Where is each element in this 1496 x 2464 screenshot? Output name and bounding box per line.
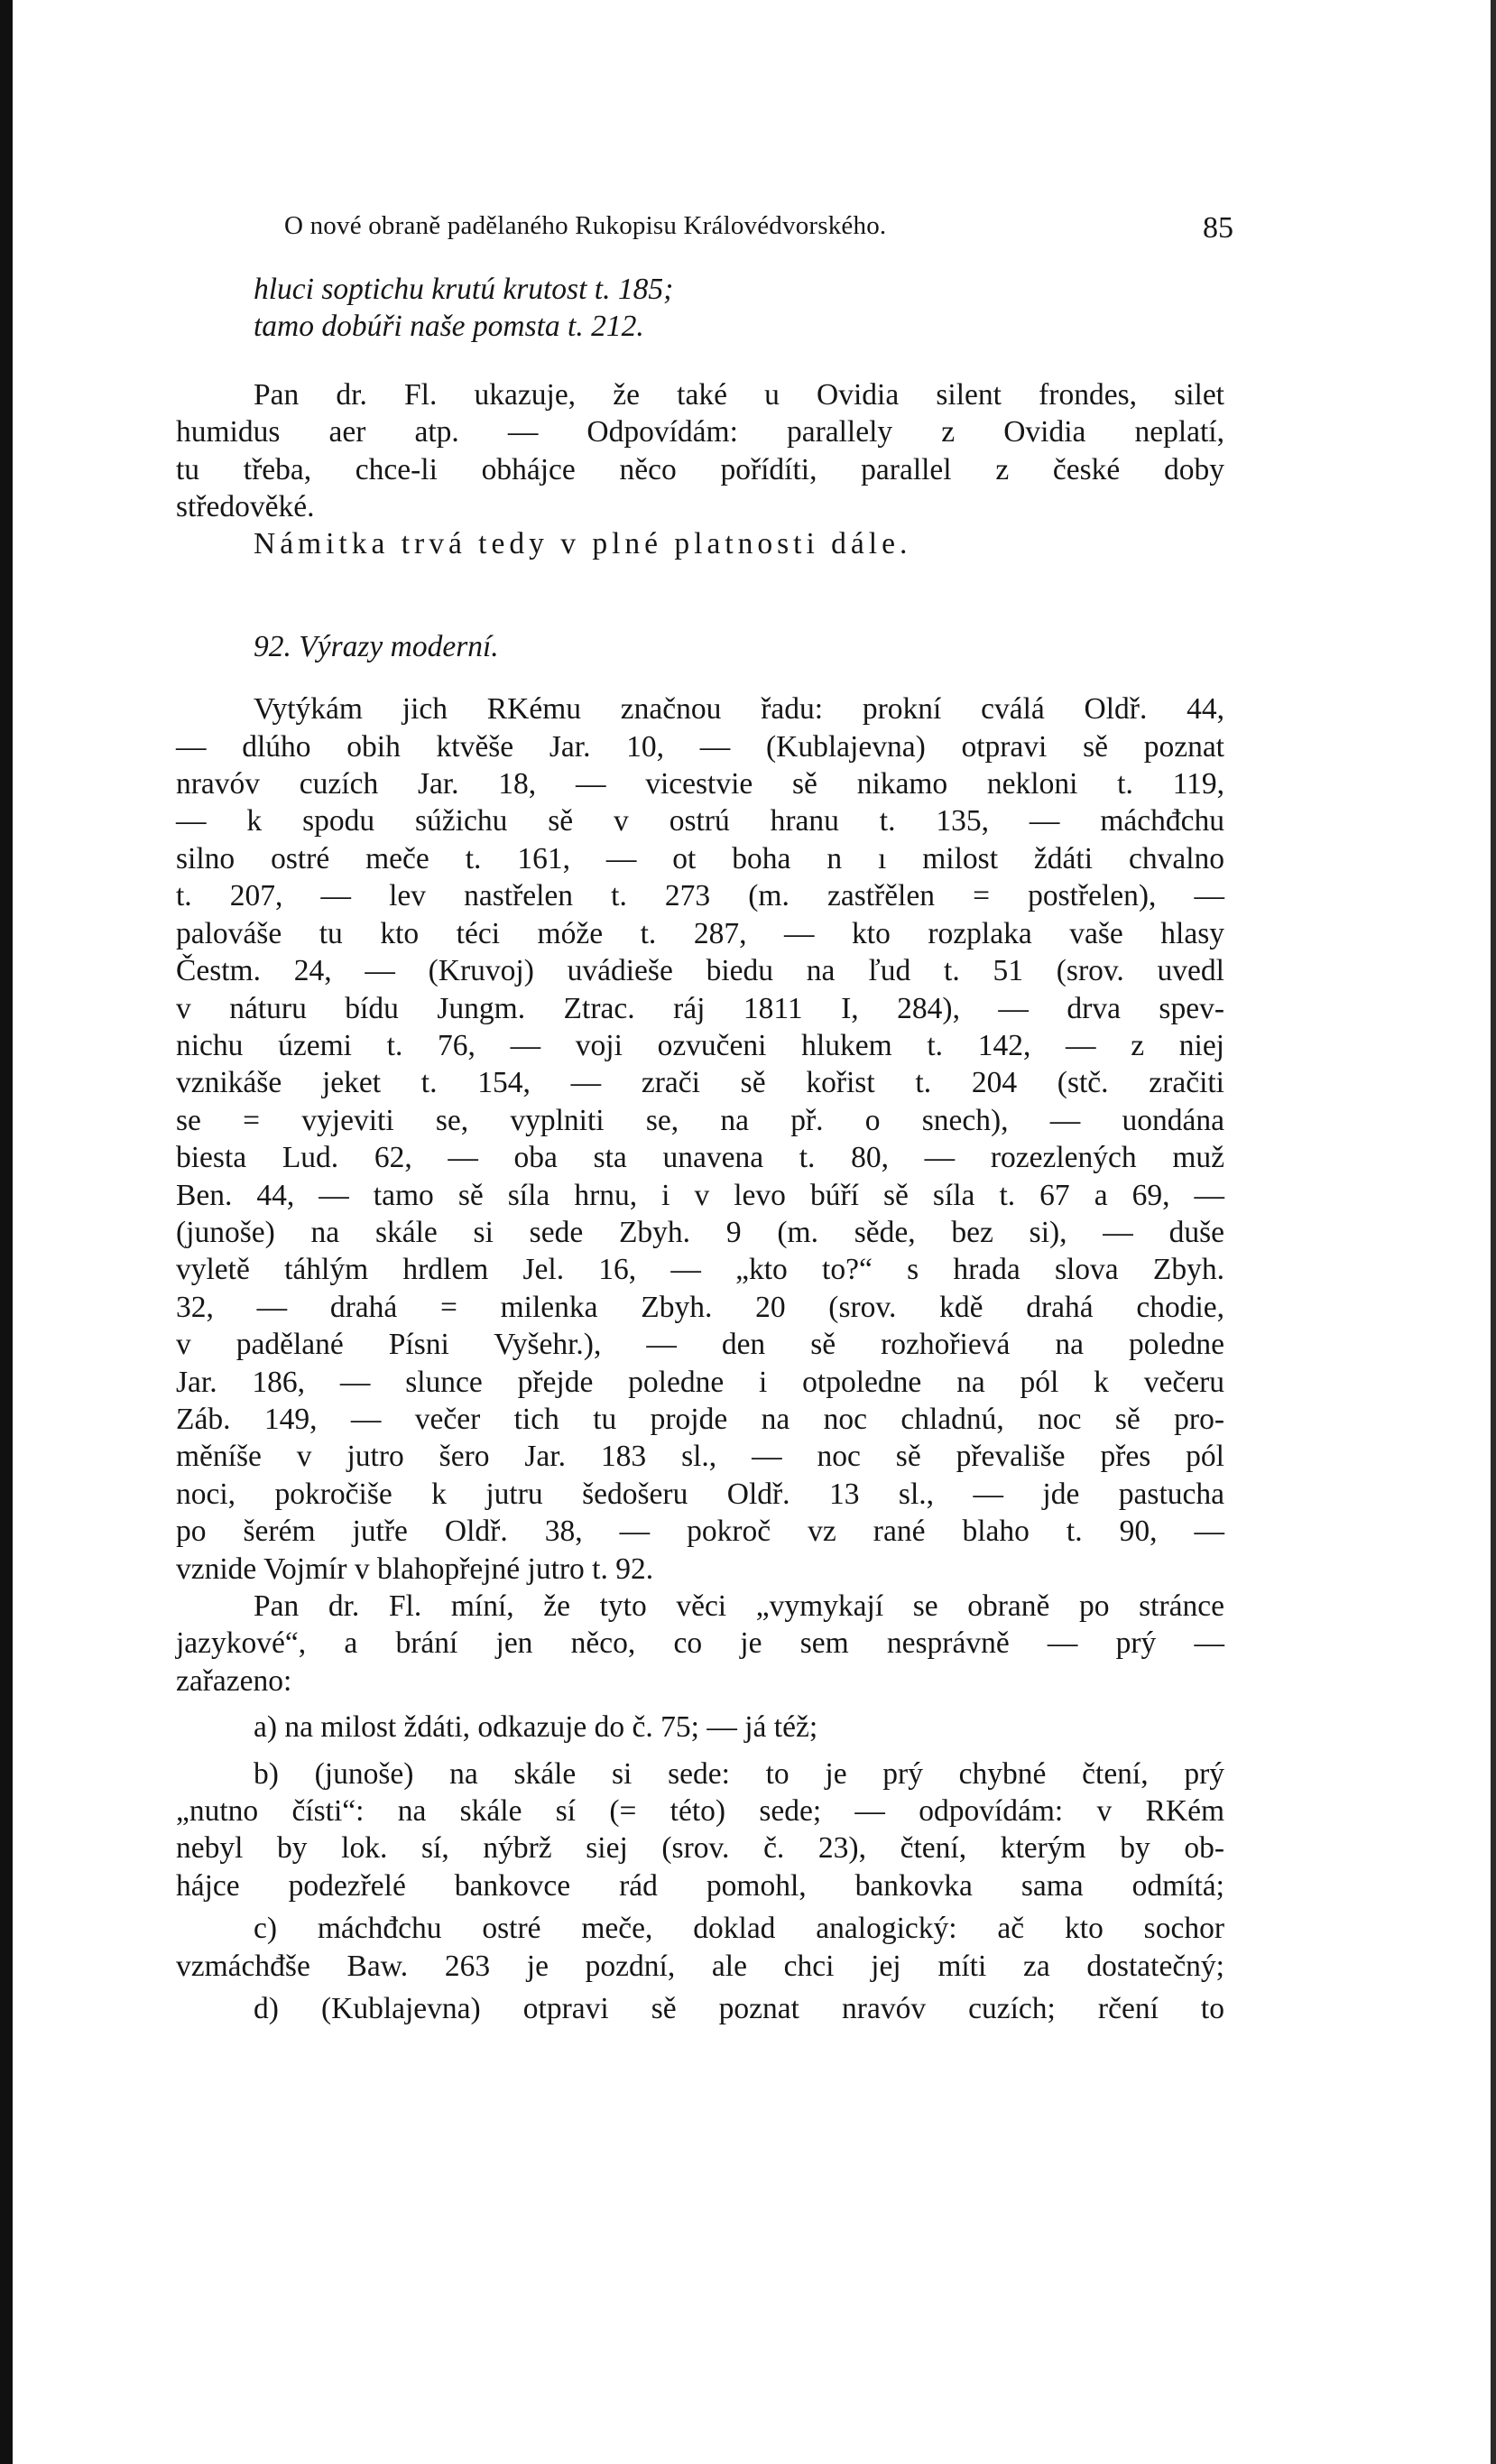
text-line: a) na milost ždáti, odkazuje do č. 75; — já též; [254, 1710, 818, 1745]
text-line: v padělané Písni Vyšehr.), — den sě rozhořievá na poledne [176, 1328, 1224, 1362]
text-line: nebyl by lok. sí, nýbrž siej (srov. č. 23), čtení, kterým by ob- [176, 1831, 1224, 1866]
verse-block [176, 271, 1224, 346]
text-line: (junoše) na skále si sede Zbyh. 9 (m. sěde, bez si), — duše [176, 1215, 1224, 1249]
item-d [176, 1990, 1224, 2027]
text-line: — k spodu súžichu sě v ostrú hranu t. 135, — máchđchu [176, 804, 1224, 838]
text-line: tu třeba, chce-li obhájce něco pořídíti, parallel z české doby [176, 452, 1224, 486]
verse-line: hluci soptichu krutú krutost t. 185; [254, 273, 674, 306]
text-line: nichu územi t. 76, — voji ozvučeni hlukem t. 142, — z niej [176, 1028, 1224, 1062]
text-line: se = vyjeviti se, vyplniti se, na př. o snech), — uondána [176, 1103, 1224, 1137]
text-line: silno ostré meče t. 161, — ot boha n ı milost ždáti chvalno [176, 841, 1224, 875]
text-line: jazykové“, a brání jen něco, co je sem nesprávně — prý — [176, 1626, 1224, 1661]
text-line: vzmáchđše Baw. 263 je pozdní, ale chci jej míti za dostatečný; [176, 1949, 1224, 1983]
text-line: Vytýkám jich RKému značnou řadu: prokní cválá Oldř. 44, [254, 692, 1224, 727]
text-line: měníše v jutro šero Jar. 183 sl., — noc sě převališe přes pól [176, 1440, 1224, 1474]
section-heading-text: 92. Výrazy moderní. [254, 629, 499, 663]
section-heading [176, 628, 1224, 665]
paragraph-examples [176, 690, 1224, 1588]
page-number: 85 [1203, 211, 1233, 245]
scan-edge-right [1491, 0, 1496, 2464]
running-head [176, 200, 1233, 245]
text-line: c) máchđchu ostré meče, doklad analogický: ač kto sochor [254, 1912, 1224, 1946]
text-line: palováše tu kto téci móže t. 287, — kto rozplaka vaše hlasy [176, 916, 1224, 950]
text-line: Čestm. 24, — (Kruvoj) uvádieše biedu na ľud t. 51 (srov. uvedl [176, 954, 1224, 988]
paragraph-ovidius [176, 376, 1224, 526]
verse-line: tamo dobúři naše pomsta t. 212. [254, 310, 644, 344]
text-line: biesta Lud. 62, — oba sta unavena t. 80, — rozezlených muž [176, 1141, 1224, 1175]
text-line: hájce podezřelé bankovce rád pomohl, bankovka sama odmítá; [176, 1868, 1224, 1903]
text-line: noci, pokročiše k jutru šedošeru Oldř. 13 sl., — jde pastucha [176, 1477, 1224, 1511]
text-line: zařazeno: [176, 1663, 292, 1698]
running-head-title: O nové obraně padělaného Rukopisu Královédvorského. [284, 211, 887, 240]
text-line: Jar. 186, — slunce přejde poledne i otpoledne na pól k večeru [176, 1365, 1224, 1399]
item-c [176, 1910, 1224, 1985]
text-line: po šerém jutře Oldř. 38, — pokroč vz rané blaho t. 90, — [176, 1515, 1224, 1549]
book-page [176, 200, 1233, 2027]
scan-edge-left [0, 0, 13, 2464]
text-line: v náturu bídu Jungm. Ztrac. ráj 1811 I, 284), — drva spev- [176, 991, 1224, 1025]
text-line: vznide Vojmír v blahopřejné jutro t. 92. [176, 1552, 654, 1586]
text-line: Ben. 44, — tamo sě síla hrnu, i v levo búří sě síla t. 67 a 69, — [176, 1178, 1224, 1212]
text-line: „nutno čísti“: na skále sí (= této) sede; — odpovídám: v RKém [176, 1794, 1224, 1829]
text-line: 32, — drahá = milenka Zbyh. 20 (srov. kdě drahá chodie, [176, 1290, 1224, 1324]
text-line: středověké. [176, 490, 315, 524]
text-line: vznikáše jeket t. 154, — zrači sě kořist t. 204 (stč. zračiti [176, 1066, 1224, 1100]
paragraph-response [176, 1588, 1224, 1700]
text-line: t. 207, — lev nastřelen t. 273 (m. zastřělen = postřelen), — [176, 879, 1224, 913]
item-b [176, 1755, 1224, 1905]
text-line: humidus aer atp. — Odpovídám: parallely z Ovidia neplatí, [176, 415, 1224, 449]
text-line: Pan dr. Fl. ukazuje, že také u Ovidia silent frondes, silet [254, 377, 1224, 412]
text-line: b) (junoše) na skále si sede: to je prý chybné čtení, prý [254, 1756, 1224, 1791]
conclusion-line [176, 525, 1224, 562]
spaced-conclusion: Námitka trvá tedy v plné platnosti dále. [254, 527, 912, 561]
text-line: nravóv cuzích Jar. 18, — vicestvie sě nikamo nekloni t. 119, [176, 767, 1224, 801]
text-line: d) (Kublajevna) otpravi sě poznat nravóv cuzích; rčení to [254, 1992, 1224, 2026]
text-line: — dlúho obih ktvěše Jar. 10, — (Kublajevna) otpravi sě poznat [176, 729, 1224, 764]
text-line: Pan dr. Fl. míní, že tyto věci „vymykají se obraně po stránce [254, 1589, 1224, 1623]
text-line: vyletě táhlým hrdlem Jel. 16, — „kto to?“ s hrada slova Zbyh. [176, 1253, 1224, 1287]
text-line: Záb. 149, — večer tich tu projde na noc chladnú, noc sě pro- [176, 1402, 1224, 1436]
item-a [176, 1709, 1224, 1746]
